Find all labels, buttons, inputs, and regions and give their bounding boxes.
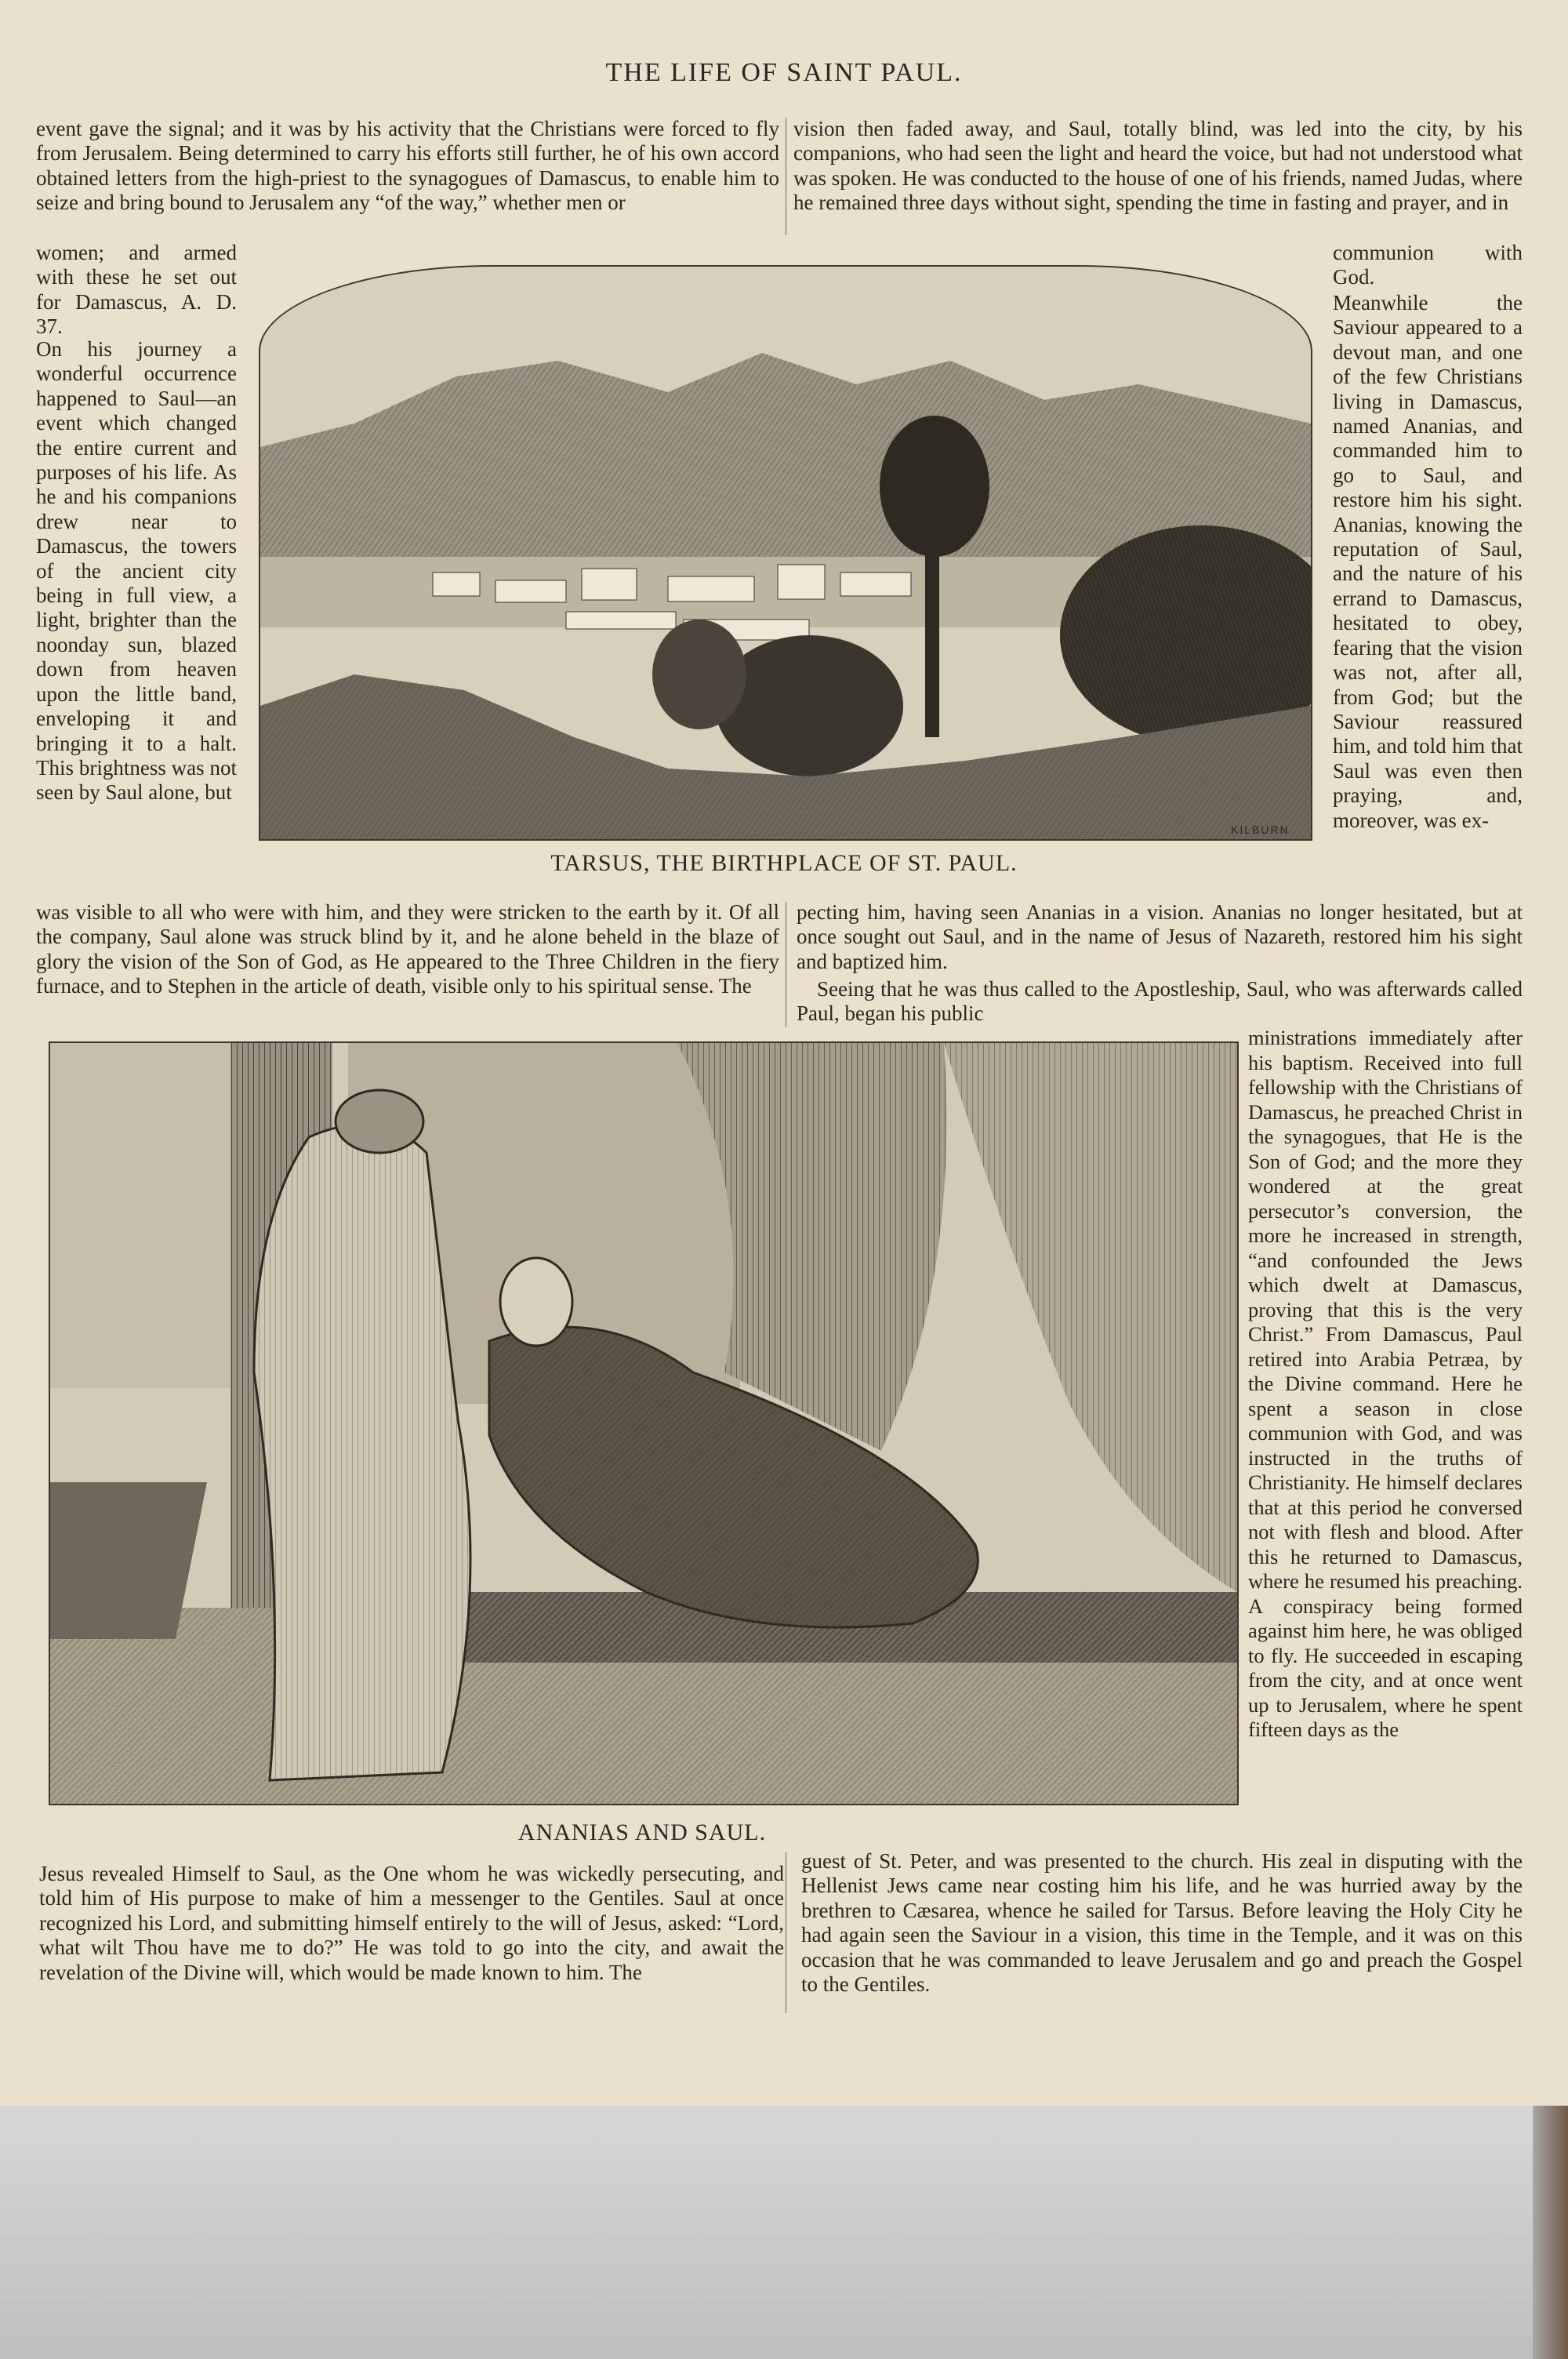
paragraph-mid-right-2: Seeing that he was thus called to the Apostleship, Saul, who was afterwards called Paul, began his public	[797, 977, 1523, 1026]
ananias-caption: ANANIAS AND SAUL.	[517, 1819, 767, 1845]
paragraph-right-narrow-2: Meanwhile the Saviour appeared to a devout man, and one of the few Christians living in Damascus, named Ananias, and commanded him to go to Saul, and restore him his sight. Ananias, knowing the reputation of Saul, and the nature of his errand to Damascus, hesitated to obey, fearing that the vision was not, after all, from God; but the Saviour reassured him, and told him that Saul was even then praying, and, moreover, was ex-	[1333, 291, 1523, 832]
paragraph-mid-right-1: pecting him, having seen Ananias in a vision. Ananias no longer hesitated, but at once sought out Saul, and in the name of Jesus of Nazareth, restored him his sight and baptized him.	[797, 900, 1523, 973]
ananias-and-saul-engraving	[50, 1043, 1237, 1804]
paragraph-mid-left: was visible to all who were with him, and they were stricken to the earth by it. Of all the company, Saul alone was struck blind by it, and he alone beheld in the blaze of glory the vision of the Son of God, as He appeared to the Three Children in the fiery furnace, and to Stephen in the article of death, visible only to his spiritual sense. The	[36, 900, 779, 998]
tarsus-caption: TARSUS, THE BIRTHPLACE OF ST. PAUL.	[550, 850, 1018, 876]
ananias-and-saul-illustration	[49, 1041, 1239, 1805]
tarsus-illustration	[259, 265, 1312, 841]
page-edge-shadow	[1533, 2106, 1568, 2359]
engraver-signature: KILBURN	[1231, 823, 1290, 836]
tarsus-landscape-engraving	[260, 267, 1311, 839]
paragraph-left-narrow-2: On his journey a wonderful occurrence happened to Saul—an event which changed the entire current and purposes of his life. As he and his companions drew near to Damascus, the towers of the ancient city being in full view, a light, brighter than the noonday sun, blazed down from heaven upon the little band, enveloping it and bringing it to a halt. This brightness was not seen by Saul alone, but	[36, 337, 237, 805]
background-surface	[0, 2106, 1568, 2359]
paragraph-top-right: vision then faded away, and Saul, totally blind, was led into the city, by his companions, who had seen the light and heard the voice, but had not understood what was spoken. He was conducted to the house of one of his friends, named Judas, where he remained three days without sight, spending the time in fasting and prayer, and in	[793, 117, 1523, 215]
paragraph-right-narrow-1: communion with God.	[1333, 241, 1523, 289]
paragraph-bottom-right: guest of St. Peter, and was presented to the church. His zeal in disputing with the Hellenist Jews came near costing him his life, and he was hurried away by the brethren to Cæsarea, whence he sailed for Tarsus. Before leaving the Holy City he had again seen the Saviour in a vision, this time in the Temple, and it was on this occasion that he was commanded to leave Jerusalem and go and preach the Gospel to the Gentiles.	[801, 1849, 1523, 1997]
paragraph-right-column: ministrations immediately after his baptism. Received into full fellowship with the Christians of Damascus, he preached Christ in the synagogues, that He is the Son of God; and the more they wondered at the great persecutor’s conversion, the more he increased in strength, “and confounded the Jews which dwelt at Damascus, proving that this is the very Christ.” From Damascus, Paul retired into Arabia Petræa, by the Divine command. Here he spent a season in close communion with God, and was instructed in the truths of Christianity. He himself declares that at this period he conversed not with flesh and blood. After this he returned to Damascus, where he resumed his preaching. A conspiracy being formed against him here, he was obliged to fly. He succeeded in escaping from the city, and at once went up to Jerusalem, where he spent fifteen days as the	[1248, 1026, 1523, 1741]
paragraph-bottom-left: Jesus revealed Himself to Saul, as the One whom he was wickedly persecuting, and told him of His purpose to make of him a messenger to the Gentiles. Saul at once recognized his Lord, and submitting himself entirely to the will of Jesus, asked: “Lord, what wilt Thou have me to do?” He was told to go into the city, and await the revelation of the Divine will, which would be made known to him. The	[39, 1862, 784, 1984]
paragraph-left-narrow-1: women; and armed with these he set out for Damascus, A. D. 37.	[36, 241, 237, 339]
paragraph-top-left: event gave the signal; and it was by his activity that the Christians were forced to fly from Jerusalem. Being determined to carry his efforts still further, he of his own accord obtained letters from the high-priest to the synagogues of Damascus, to enable him to seize and bring bound to Jerusalem any “of the way,” whether men or	[36, 117, 779, 215]
page-title: THE LIFE OF SAINT PAUL.	[605, 58, 963, 87]
